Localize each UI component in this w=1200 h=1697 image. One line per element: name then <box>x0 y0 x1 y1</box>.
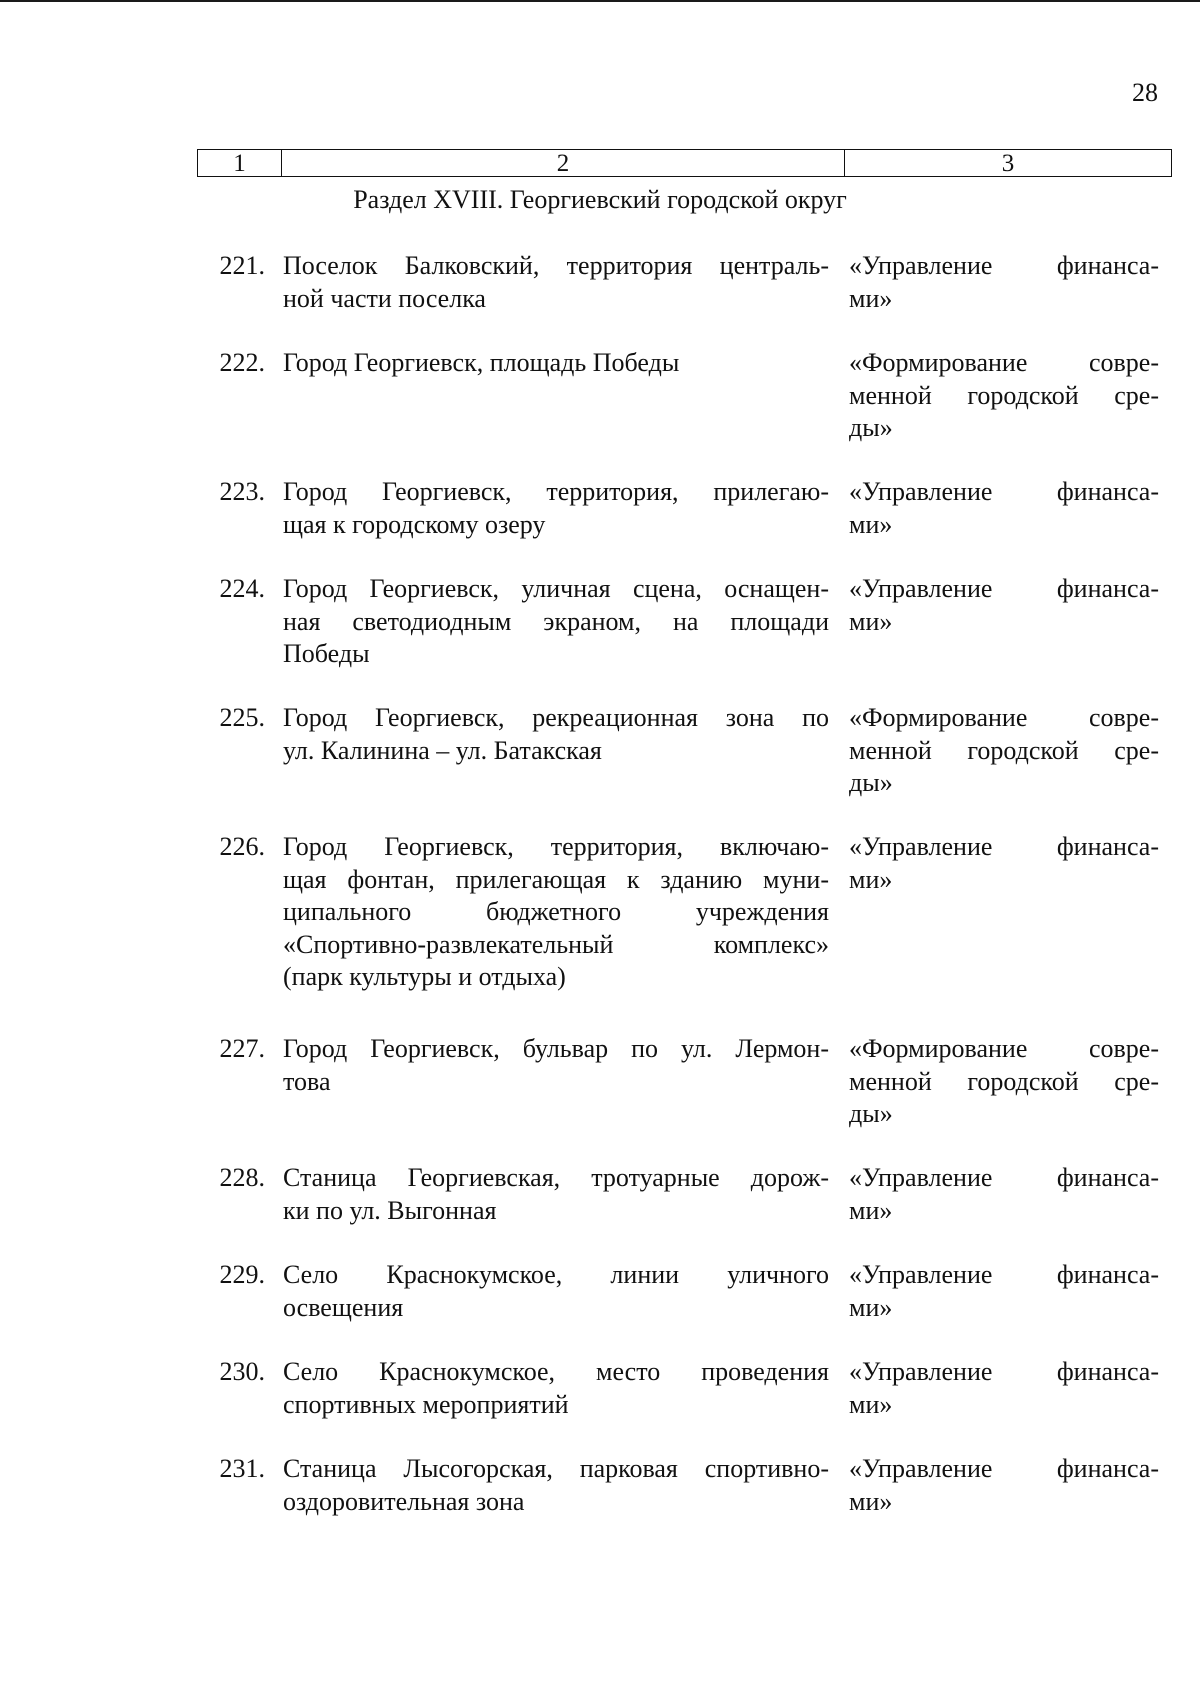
program-name-line: ми» <box>849 283 893 313</box>
program-name <box>849 702 1159 800</box>
place-description <box>283 1033 829 1098</box>
place-description-line: Город Георгиевск, бульвар по ул. Лермон- <box>283 1034 829 1063</box>
program-name-line: «Управление финанса- <box>849 251 1159 280</box>
program-name <box>849 573 1159 638</box>
item-number: 226. <box>219 832 265 861</box>
header-col-2: 2 <box>281 150 844 176</box>
program-name <box>849 250 1159 315</box>
place-description-line: ки по ул. Выгонная <box>283 1195 497 1225</box>
program-name-line: «Управление финанса- <box>849 1357 1159 1386</box>
program-name <box>849 1356 1159 1421</box>
place-description-line: щая к городскому озеру <box>283 509 546 539</box>
item-number: 221. <box>219 251 265 280</box>
place-description <box>283 1453 829 1518</box>
program-name-line: «Управление финанса- <box>849 832 1159 861</box>
program-name-line: ми» <box>849 1195 893 1225</box>
place-description <box>283 702 829 767</box>
place-description-line: това <box>283 1066 331 1096</box>
program-name <box>849 476 1159 541</box>
program-name-line: ми» <box>849 606 893 636</box>
program-name-line: ми» <box>849 1292 893 1322</box>
place-description-line: Село Краснокумское, место проведения <box>283 1357 829 1386</box>
item-number: 227. <box>219 1034 265 1063</box>
program-name-line: «Управление финанса- <box>849 1163 1159 1192</box>
place-description <box>283 476 829 541</box>
top-rule <box>0 0 1200 2</box>
program-name-line: ды» <box>849 413 893 442</box>
item-number: 223. <box>219 477 265 506</box>
item-number: 228. <box>219 1163 265 1192</box>
program-name-line: «Управление финанса- <box>849 1454 1159 1483</box>
program-name-line: ды» <box>849 1099 893 1128</box>
program-name-line: ми» <box>849 864 893 894</box>
place-description-line: «Спортивно-развлекательный комплекс» <box>283 929 829 959</box>
place-description <box>283 1356 829 1421</box>
program-name <box>849 831 1159 896</box>
program-name-line: «Формирование совре- <box>849 703 1159 732</box>
place-description-line: оздоровительная зона <box>283 1486 525 1516</box>
place-description-line: Станица Лысогорская, парковая спортивно- <box>283 1454 829 1483</box>
place-description-line: ул. Калинина – ул. Батакская <box>283 735 602 765</box>
place-description-line: Поселок Балковский, территория централь- <box>283 251 829 280</box>
item-number: 229. <box>219 1260 265 1289</box>
program-name <box>849 1162 1159 1227</box>
place-description <box>283 1162 829 1227</box>
place-description <box>283 347 829 380</box>
item-number: 225. <box>219 703 265 732</box>
program-name <box>849 1033 1159 1131</box>
place-description <box>283 573 829 671</box>
place-description-line: ной части поселка <box>283 283 486 313</box>
place-description <box>283 250 829 315</box>
place-description-line: Город Георгиевск, территория, прилегаю- <box>283 477 829 506</box>
place-description-line: Село Краснокумское, линии уличного <box>283 1260 829 1289</box>
place-description-line: ципального бюджетного учреждения <box>283 897 829 926</box>
page-number: 28 <box>1132 78 1158 107</box>
place-description-line: ная светодиодным экраном, на площади <box>283 606 829 636</box>
place-description-line: Город Георгиевск, площадь Победы <box>283 348 680 377</box>
program-name-line: «Формирование совре- <box>849 1034 1159 1063</box>
item-number: 230. <box>219 1357 265 1386</box>
program-name <box>849 347 1159 445</box>
program-name-line: «Формирование совре- <box>849 348 1159 377</box>
place-description-line: щая фонтан, прилегающая к зданию муни- <box>283 864 829 894</box>
header-col-1: 1 <box>233 149 246 177</box>
place-description-line: Город Георгиевск, уличная сцена, оснащен- <box>283 574 829 603</box>
place-description-line: Победы <box>283 639 370 668</box>
place-description-line: Город Георгиевск, территория, включаю- <box>283 832 829 861</box>
section-title: Раздел XVIII. Георгиевский городской округ <box>353 185 847 214</box>
place-description-line: Город Георгиевск, рекреационная зона по <box>283 703 829 732</box>
program-name <box>849 1259 1159 1324</box>
place-description <box>283 1259 829 1324</box>
place-description-line: освещения <box>283 1292 404 1322</box>
place-description-line: (парк культуры и отдыха) <box>283 962 566 991</box>
place-description-line: Станица Георгиевская, тротуарные дорож- <box>283 1163 829 1192</box>
program-name-line: ми» <box>849 1389 893 1419</box>
program-name-line: «Управление финанса- <box>849 477 1159 506</box>
item-number: 222. <box>219 348 265 377</box>
item-number: 224. <box>219 574 265 603</box>
header-col-3: 3 <box>844 150 1171 176</box>
column-number-header <box>197 149 1172 177</box>
program-name-line: менной городской сре- <box>849 735 1159 765</box>
program-name-line: менной городской сре- <box>849 380 1159 410</box>
program-name-line: «Управление финанса- <box>849 574 1159 603</box>
place-description-line: спортивных мероприятий <box>283 1389 569 1419</box>
item-number: 231. <box>219 1454 265 1483</box>
program-name-line: менной городской сре- <box>849 1066 1159 1096</box>
program-name-line: ми» <box>849 1486 893 1516</box>
program-name-line: ды» <box>849 768 893 797</box>
program-name-line: ми» <box>849 509 893 539</box>
place-description <box>283 831 829 994</box>
program-name <box>849 1453 1159 1518</box>
program-name-line: «Управление финанса- <box>849 1260 1159 1289</box>
